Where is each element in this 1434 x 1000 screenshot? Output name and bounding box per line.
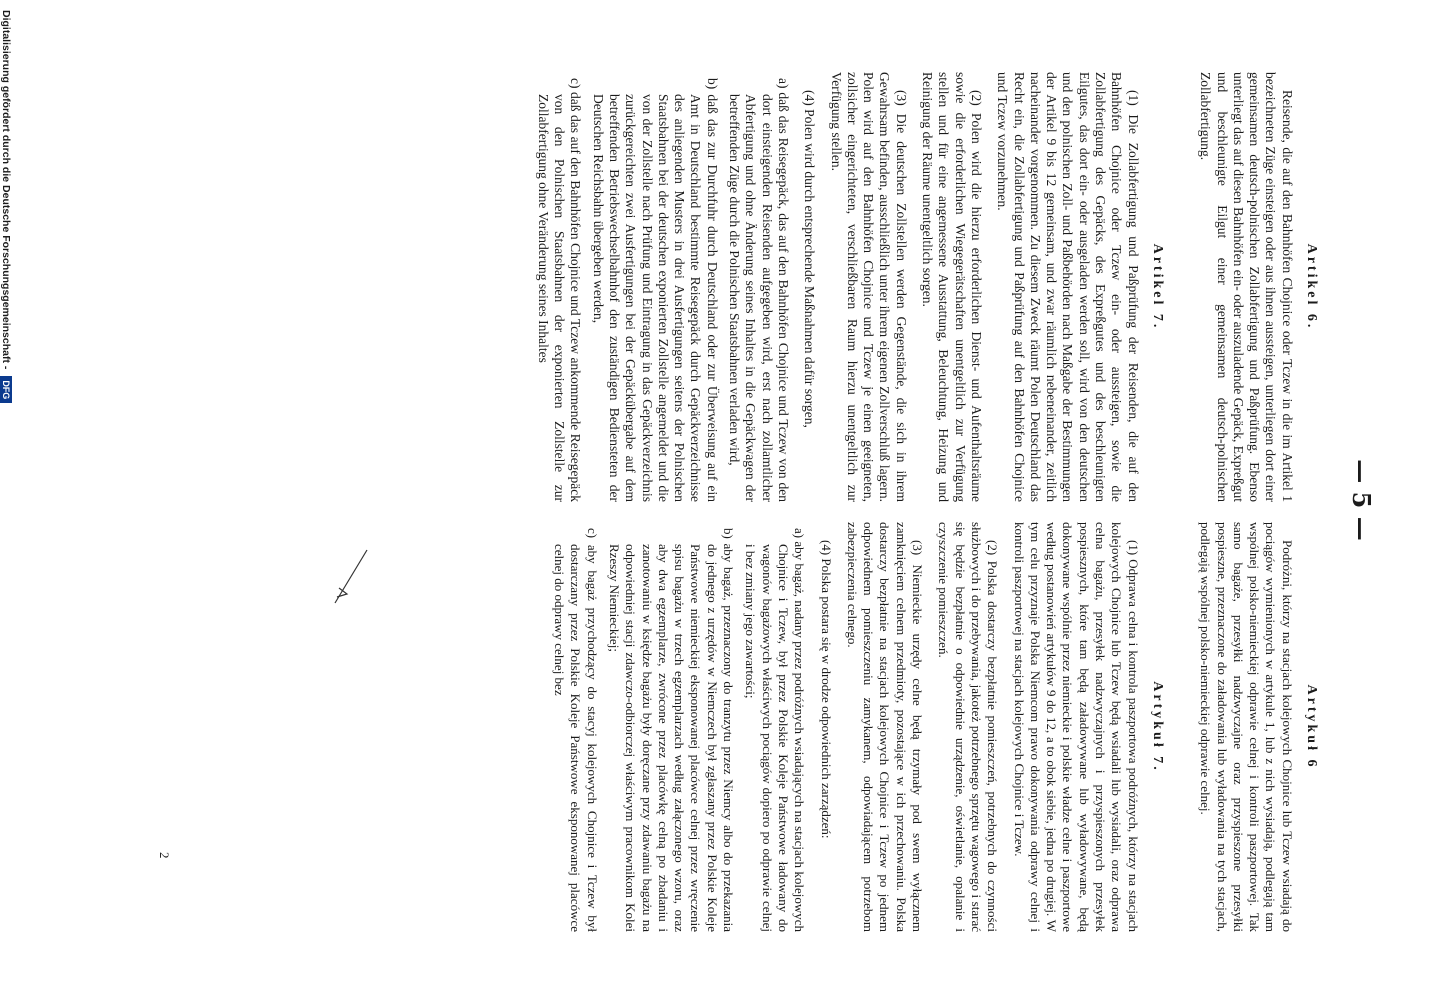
article-7-para-1-pl: (1) Odprawa celna i kontrola paszportowa podróżnych, którzy na stacjach kolejowych Chojnice lub Tczew będą wsiadali lub wysiadali, oraz odprawa celna bagażu, przesyłek nadzwyczajnych i przyspieszonych przesyłek pospiesznych, które tam będą załadowywane lub wyładowywane, będą dokonywane wspólnie przez niemieckie i polskie władze celne i paszportowe według postanowień artykułów 9 do 12, a to obok siebie, jedna po drugiej. W tym celu przyznaje Polska Niemcom prawo dokonywania odprawy celnej i kontroli paszportowej na stacjach kolejowych Chojnice i Tczew.: [1011, 522, 1141, 932]
dfg-logo: DFG: [0, 376, 12, 403]
article-7-heading-pl: Artykuł 7.: [1149, 681, 1165, 773]
digitization-credit: [0, 10, 12, 1000]
pencil-margin-mark: [331, 548, 369, 608]
article-7-item-a-pl: a) aby bagaż, nadany przez podróżnych wsiadających na stacjach kolejowych Chojnice i Tczew, był przez Polskie Koleje Państwowe ładowany do wagonów bagażowych właściwych pociągów dopiero po odprawie celnej i bez zmiany jego zawartości;: [743, 528, 808, 932]
article-7-item-b-pl: b) aby bagaż, przeznaczony do tranzytu przez Niemcy albo do przekazania do jednego z urzędów w Niemczech był zgłaszany przez Polskie Koleje Państwowe niemieckiej eksponowanej placówce celnej przez wręczenie spisu bagażu w trzech egzemplarzach według załączonego wzoru, oraz aby dwa egzemplarze, zwrócone przez placówkę celną po zbadaniu i zanotowaniu w księdze bagażu były doręczane przy zdawaniu bagażu na odpowiedniej stacji zdawczo-odbiorczej właściwym pracownikom Kolei Rzeszy Niemieckiej;: [607, 528, 737, 932]
article-7-item-b-de: b) daß das zur Durchfuhr durch Deutschland oder zur Überweisung auf ein Amt in Deutschland bestimmte Reisegepäck durch Gepäckverzeichnisse des anliegenden Musters in drei Ausfertigungen seitens der Polnischen Staatsbahnen bei der deutschen exponierten Zollstelle angemeldet und die von der Zollstelle nach Prüfung und Eintragung in das Gepäckverzeichnis zurückgereichten zwei Ausfertigungen bei der Gepäckübergabe auf dem betreffenden Betriebswechselbahnhof den zuständigen Bediensteten der Deutschen Reichsbahn übergeben werden,: [590, 78, 720, 502]
article-7-para-4-pl: (4) Polska postara się w drodze odpowiednich zarządzeń:: [818, 540, 834, 839]
article-7-item-c-de: c) daß das auf den Bahnhöfen Chojnice und Tczew ankommende Reisegepäck von den Polnischen Staatsbahnen der exponierten Zollstelle zur Zollabfertigung ohne Veränderung seines Inhaltes: [535, 78, 584, 502]
article-7-heading-de: Artikel 7.: [1149, 243, 1165, 331]
article-7-para-3-pl: (3) Niemieckie urzędy celne będą trzymały pod swem wyłącznem zamknięciem celnem przedmioty, pozostające w ich przechowaniu. Polska dostarczy bezpłatnie na stacjach kolejowych Chojnice i Tczew po jednem odpowiednem pomieszczeniu zamykanem, odpowiadającem potrzebom zabezpieczenia celnego.: [844, 522, 926, 932]
article-7-para-4-de: (4) Polen wird durch entsprechende Maßnahmen dafür sorgen,: [802, 90, 818, 428]
credit-text: Digitalisierung gefördert durch die Deutsche Forschungsgemeinschaft -: [0, 10, 12, 370]
article-7-para-2-de: (2) Polen wird die hierzu erforderlichen Dienst- und Aufenthaltsräume sowie die erforderlichen Wiegegerätschaften unentgeltlich zur Verfügung stellen und für eine angemessene Ausstattung, Beleuchtung, Heizung und Reinigung der Räume unentgeltlich sorgen.: [920, 72, 984, 502]
article-7-item-a-de: a) daß das Reisegepäck, das auf den Bahnhöfen Chojnice und Tczew von den dort einsteigenden Reisenden aufgegeben wird, erst nach zollamtlicher Abfertigung und ohne Änderung seines Inhaltes in die Gepäckwagen der betreffenden Züge durch die Polnischen Staatsbahnen verladen wird,: [727, 78, 791, 502]
article-7-para-2-pl: (2) Polska dostarczy bezpłatnie pomieszczeń, potrzebnych do czynności służbowych i do przebywania, jakoteż potrzebnego sprzętu wagowego i starać się będzie bezpłatnie o odpowiednie urządzenie, oświetlanie, opalanie i czyszczenie pomieszczeń.: [936, 522, 1001, 932]
article-7-item-c-pl: c) aby bagaż przychodzący do stacyj kolejowych Chojnice i Tczew był dostarczany przez Polskie Koleje Państwowe eksponowanej placówce celnej do odprawy celnej bez: [552, 528, 600, 932]
german-column: [529, 72, 1319, 502]
article-6-heading-de: Artikel 6.: [1304, 243, 1319, 331]
article-6-text-de: Reisende, die auf den Bahnhöfen Chojnice oder Tczew in die im Artikel 1 bezeichneten Züge einsteigen oder aus ihnen aussteigen, unterliegen dort einer gemeinsamen deutsch-polnischen Zollabfertigung und Paßprüfung. Ebenso unterliegt das auf diesen Bahnhöfen ein- oder auszuladende Gepäck, Expreßgut und beschleunigte Eilgut einer gemeinsamen deutsch-polnischen Zollabfertigung.: [1198, 72, 1295, 502]
article-7-para-3-de: (3) Die deutschen Zollstellen werden Gegenstände, die sich in ihrem Gewahrsam befinden, ausschließlich unter ihrem eigenen Zollverschluß lagern. Polen wird auf den Bahnhöfen Chojnice und Tczew je einen geeigneten, zollsicher eingerichteten, verschließbaren Raum hierzu unentgeltlich zur Verfügung stellen.: [828, 72, 909, 502]
sheet-number: 2: [157, 852, 172, 859]
article-7-para-1-de: (1) Die Zollabfertigung und Paßprüfung der Reisenden, die auf den Bahnhöfen Chojnice oder Tczew ein- oder aussteigen, sowie die Zollabfertigung des Gepäcks, des Expreßgutes und des beschleunigten Eilgutes, das dort ein- oder ausgeladen werden soll, wird von den deutschen und den polnischen Zoll- und Paßbehörden nach Maßgabe der Bestimmungen der Artikel 9 bis 12 gemeinsam, und zwar räumlich nebeneinander, zeitlich nacheinander vorgenommen. Zu diesem Zweck räumt Polen Deutschland das Recht ein, die Zollabfertigung und Paßprüfung auf den Bahnhöfen Chojnice und Tczew vorzunehmen.: [995, 72, 1141, 502]
article-6-text-pl: Podróżni, którzy na stacjach kolejowych Chojnice lub Tczew wsiadają do pociągów wymienionych w artykule 1, lub z nich wysiadają, podlegają tam wspólnej polsko-niemieckiej odprawie celnej i kontroli paszportowej. Tak samo bagaże, przesyłki nadzwyczajne oraz przyspieszone przesyłki pospieszne, przeznaczone do załadowania lub wyładowania na tych stacjach, podlegają wspólnej polsko-niemieckiej odprawie celnej.: [1198, 522, 1295, 932]
article-6-heading-pl: Artykuł 6: [1304, 684, 1319, 770]
polish-column: [545, 522, 1319, 932]
page-number: — 5 —: [1347, 459, 1376, 541]
